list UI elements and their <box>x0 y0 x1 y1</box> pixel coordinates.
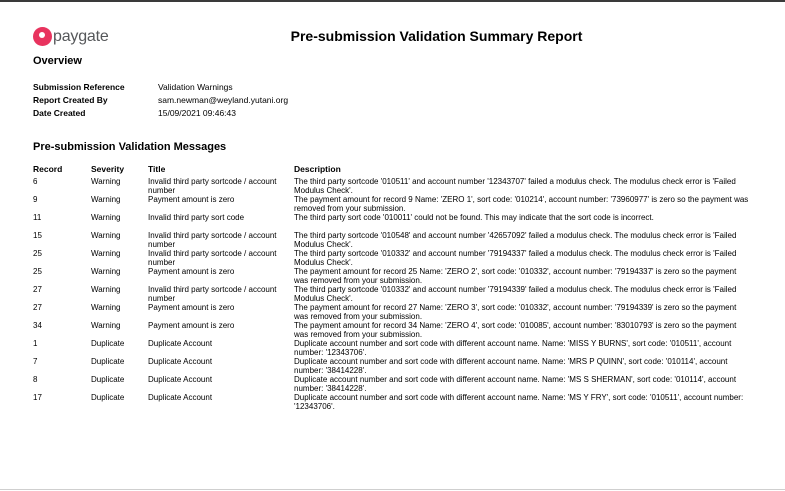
table-row <box>33 337 753 355</box>
table-row <box>33 193 753 211</box>
column-header-record: Record <box>33 164 63 174</box>
table-row <box>33 247 753 265</box>
overview-details <box>33 81 288 120</box>
cell-record: 8 <box>33 375 38 384</box>
cell-record: 6 <box>33 177 38 186</box>
report-title: Pre-submission Validation Summary Report <box>290 28 583 44</box>
table-row <box>33 283 753 301</box>
overview-value: Validation Warnings <box>158 82 233 92</box>
cell-record: 7 <box>33 357 38 366</box>
overview-value: sam.newman@weyland.yutani.org <box>158 95 289 105</box>
cell-description: The third party sort code '010011' could not be found. This may indicate that the sort code is incorrect. <box>294 213 654 222</box>
cell-record: 27 <box>33 285 42 294</box>
cell-severity: Warning <box>91 303 121 312</box>
cell-severity: Warning <box>91 267 121 276</box>
overview-heading: Overview <box>33 55 82 67</box>
cell-record: 15 <box>33 231 42 240</box>
cell-description: The payment amount for record 9 Name: 'ZERO 1', sort code: '010214', account number: '73960977' is zero so the payment was removed from your submission. <box>294 195 749 213</box>
cell-description: The payment amount for record 34 Name: 'ZERO 4', sort code: '010085', account number: '83010793' is zero so the payment was removed from your submission. <box>294 321 737 339</box>
cell-description: Duplicate account number and sort code with different account name. Name: 'MISS Y BURNS', sort code: '010511', account number: '12343706'. <box>294 339 732 357</box>
overview-row-report-created-by <box>33 94 288 107</box>
overview-label: Submission Reference <box>33 82 125 92</box>
cell-record: 34 <box>33 321 42 330</box>
column-header-severity: Severity <box>91 164 125 174</box>
cell-record: 9 <box>33 195 38 204</box>
table-row <box>33 229 753 247</box>
cell-record: 25 <box>33 249 42 258</box>
cell-severity: Warning <box>91 321 121 330</box>
column-header-title: Title <box>148 164 166 174</box>
overview-row-date-created <box>33 107 288 120</box>
cell-title: Duplicate Account <box>148 393 213 402</box>
cell-title: Duplicate Account <box>148 357 213 366</box>
cell-severity: Duplicate <box>91 393 125 402</box>
cell-title: Payment amount is zero <box>148 267 235 276</box>
cell-severity: Warning <box>91 213 121 222</box>
cell-severity: Duplicate <box>91 357 125 366</box>
paygate-logo <box>33 27 109 46</box>
cell-title: Duplicate Account <box>148 375 213 384</box>
cell-severity: Duplicate <box>91 375 125 384</box>
cell-title: Payment amount is zero <box>148 303 235 312</box>
cell-description: Duplicate account number and sort code with different account name. Name: 'MRS P QUINN', sort code: '010114', account number: '38414228'. <box>294 357 728 375</box>
cell-title: Invalid third party sortcode / account number <box>148 231 277 249</box>
overview-value: 15/09/2021 09:46:43 <box>158 108 236 118</box>
cell-severity: Warning <box>91 231 121 240</box>
table-row <box>33 391 753 409</box>
cell-description: The third party sortcode '010332' and account number '79194339' failed a modulus check. The modulus check error is 'Failed Modulus Check'. <box>294 285 737 303</box>
table-row <box>33 211 753 229</box>
cell-title: Payment amount is zero <box>148 195 235 204</box>
cell-severity: Warning <box>91 249 121 258</box>
table-row <box>33 175 753 193</box>
cell-severity: Warning <box>91 177 121 186</box>
messages-heading: Pre-submission Validation Messages <box>33 141 227 153</box>
cell-severity: Duplicate <box>91 339 125 348</box>
cell-title: Invalid third party sortcode / account number <box>148 285 277 303</box>
cell-title: Duplicate Account <box>148 339 213 348</box>
logo-text: paygate <box>53 28 109 45</box>
cell-title: Invalid third party sortcode / account number <box>148 177 277 195</box>
logo-mark-icon <box>33 27 52 46</box>
column-header-description: Description <box>294 164 341 174</box>
top-border <box>0 0 785 2</box>
overview-row-submission-reference <box>33 81 288 94</box>
cell-record: 1 <box>33 339 38 348</box>
cell-description: The payment amount for record 25 Name: 'ZERO 2', sort code: '010332', account number: '79194337' is zero so the payment was removed from your submission. <box>294 267 737 285</box>
cell-description: The payment amount for record 27 Name: 'ZERO 3', sort code: '010332', account number: '79194339' is zero so the payment was removed from your submission. <box>294 303 737 321</box>
cell-title: Invalid third party sort code <box>148 213 245 222</box>
cell-description: The third party sortcode '010332' and account number '79194337' failed a modulus check. The modulus check error is 'Failed Modulus Check'. <box>294 249 737 267</box>
overview-label: Report Created By <box>33 95 108 105</box>
cell-record: 25 <box>33 267 42 276</box>
cell-record: 11 <box>33 213 42 222</box>
table-row <box>33 301 753 319</box>
table-row <box>33 265 753 283</box>
table-row <box>33 355 753 373</box>
cell-description: Duplicate account number and sort code with different account name. Name: 'MS Y FRY', sort code: '010511', account number: '12343706'. <box>294 393 744 411</box>
cell-severity: Warning <box>91 285 121 294</box>
cell-severity: Warning <box>91 195 121 204</box>
bottom-border <box>0 489 785 490</box>
cell-record: 27 <box>33 303 42 312</box>
table-row <box>33 373 753 391</box>
cell-title: Payment amount is zero <box>148 321 235 330</box>
cell-record: 17 <box>33 393 42 402</box>
table-row <box>33 319 753 337</box>
messages-table-body <box>33 175 753 409</box>
cell-description: The third party sortcode '010548' and account number '42657092' failed a modulus check. The modulus check error is 'Failed Modulus Check'. <box>294 231 737 249</box>
cell-description: The third party sortcode '010511' and account number '12343707' failed a modulus check. The modulus check error is 'Failed Modulus Check'. <box>294 177 736 195</box>
overview-label: Date Created <box>33 108 86 118</box>
cell-description: Duplicate account number and sort code with different account name. Name: 'MS S SHERMAN', sort code: '010114', account number: '38414228'. <box>294 375 737 393</box>
cell-title: Invalid third party sortcode / account number <box>148 249 277 267</box>
